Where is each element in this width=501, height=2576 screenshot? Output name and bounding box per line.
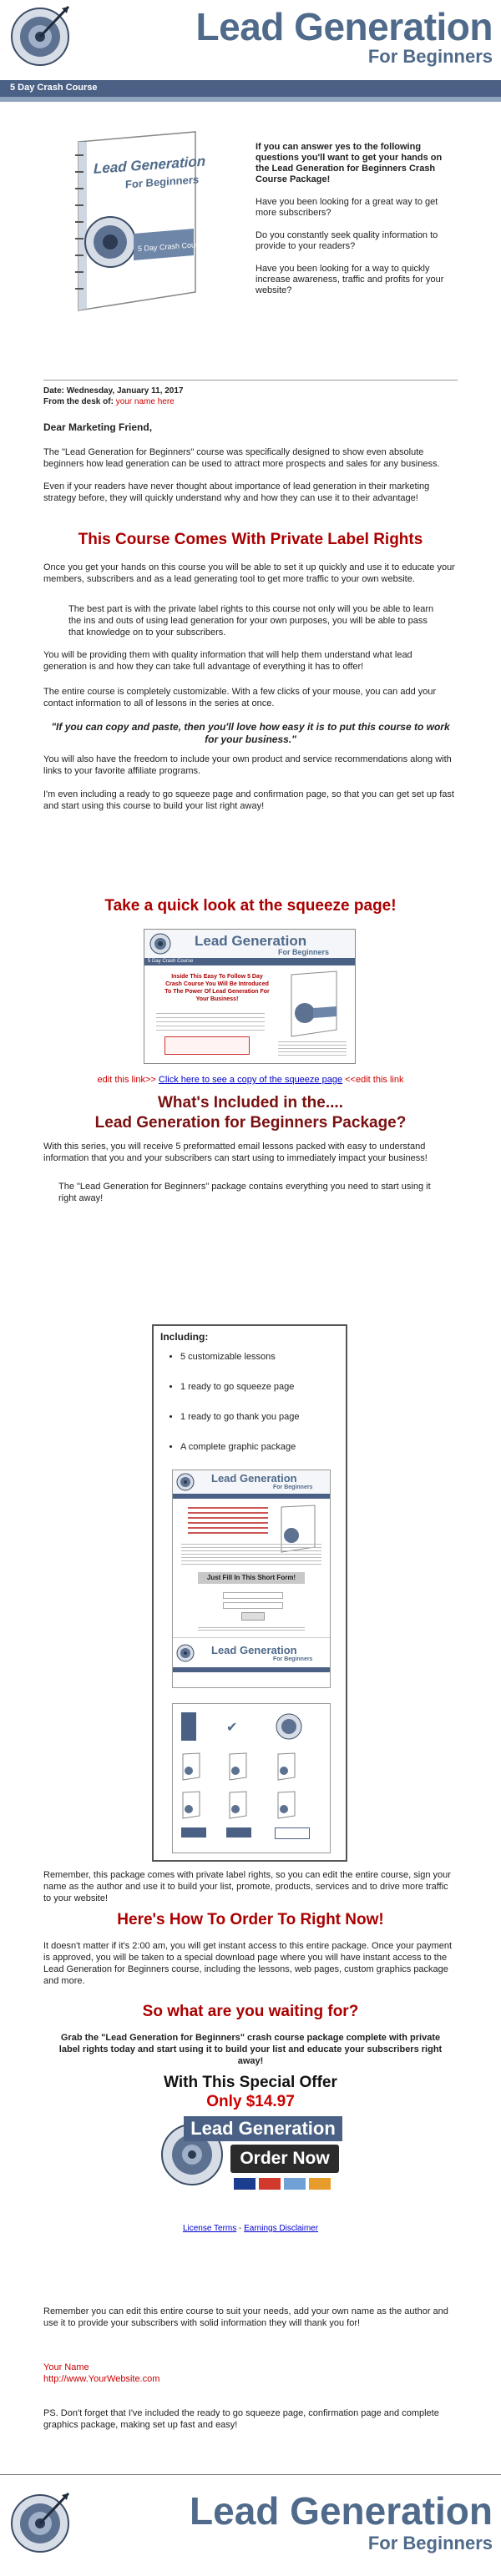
squeeze-heading: Take a quick look at the squeeze page!: [104, 897, 397, 915]
target-logo-icon: [7, 2488, 73, 2555]
ebook-mini-icon: [226, 1752, 250, 1781]
ebook-mini-icon: [275, 1752, 298, 1781]
divider: [43, 380, 458, 381]
ebook-mini-icon: [275, 1791, 298, 1819]
ebook-cover-subtitle: For Beginners: [125, 173, 200, 191]
license-terms-link[interactable]: License Terms: [182, 2224, 237, 2233]
thumbnail-caption-lines: [278, 1041, 347, 1056]
thumbnail-title: Lead Generation: [195, 933, 307, 949]
header-title: Lead Generation: [195, 5, 493, 48]
paragraph: Even if your readers have never thought about importance of lead generation in their marketing strategy before, they will quickly understand why and how they can use it to their advantage!: [43, 481, 430, 503]
graphics-package-thumbnail: [172, 1703, 331, 1853]
target-logo-icon: [176, 1644, 195, 1662]
intro-question: Have you been looking for a great way to get more subscribers?: [256, 197, 438, 218]
offer-price: Only $14.97: [206, 2093, 295, 2110]
package-item: • A complete graphic package: [180, 1441, 300, 1453]
thumbnail-title: Lead Generation: [211, 1472, 297, 1485]
date-line: Date: Wednesday, January 11, 2017: [43, 386, 184, 396]
letter-intro: [43, 446, 458, 515]
postscript: PS. Don't forget that I've included the ready to go squeeze page, confirmation page and complete graphics package, making set up fast and easy!: [43, 2408, 439, 2430]
earnings-disclaimer-link[interactable]: Earnings Disclaimer: [244, 2224, 319, 2233]
thumbnail-title: Lead Generation: [211, 1644, 297, 1656]
thumbnail-subtitle: For Beginners: [273, 1485, 313, 1490]
accent-strip: [0, 97, 501, 102]
thumbnail-ebook-icon: [285, 970, 343, 1038]
squeeze-page-thumbnail[interactable]: [144, 929, 356, 1064]
footer-divider: [0, 2474, 501, 2475]
thumbnail-text-lines: [156, 1013, 265, 1031]
order-button-label[interactable]: Order Now: [230, 2145, 339, 2173]
target-logo-icon: [275, 1712, 303, 1741]
order-now-button[interactable]: [159, 2113, 342, 2203]
footer-title: Lead Generation: [190, 2489, 493, 2533]
included-heading: [17, 1093, 484, 1133]
desk-name: your name here: [115, 397, 175, 406]
edit-marker: edit this link>>: [97, 1075, 156, 1085]
order-heading: Here's How To Order To Right Now!: [117, 1911, 384, 1928]
thumbnail-headline-lines: [188, 1507, 268, 1535]
edit-marker: <<edit this link: [345, 1075, 404, 1085]
thumbnail-cta: Just Fill In This Short Form!: [198, 1572, 305, 1584]
package-contents-box: [152, 1324, 347, 1862]
course-bar-label: 5 Day Crash Course: [10, 83, 98, 93]
pull-quote: "If you can copy and paste, then you'll love how easy it is to put this course to work for your business.": [51, 721, 450, 745]
thankyou-page-thumbnail: [172, 1469, 331, 1688]
thumbnail-headline: Inside This Easy To Follow 5 Day Crash Course You Will Be Introduced To The Power Of Lead Generation For Your Business!: [164, 974, 270, 1002]
offer-title: With This Special Offer: [164, 2074, 337, 2091]
link-separator: -: [236, 2224, 245, 2233]
greeting: Dear Marketing Friend,: [43, 421, 153, 433]
thumbnail-bar: 5 Day Crash Course: [144, 958, 355, 965]
check-icon: ✔: [226, 1721, 238, 1735]
thumbnail-text-lines: [181, 1544, 321, 1565]
target-logo-icon: [149, 933, 171, 955]
ebook-mini-icon: [226, 1791, 250, 1819]
course-bar: [0, 80, 501, 97]
indented-paragraph: The best part is with the private label rights to this course not only will you be able to learn the ins and outs of using lead generation for your own purposes, you will be able to pass that knowledge on to your subscribers.: [68, 604, 434, 638]
signature-name: Your Name: [43, 2362, 89, 2372]
package-items: [162, 1351, 300, 1471]
package-item: • 5 customizable lessons: [180, 1351, 300, 1363]
squeeze-link-line: [17, 1075, 484, 1085]
intro-question: Do you constantly seek quality information to provide to your readers?: [256, 230, 438, 251]
target-logo-icon: [176, 1473, 195, 1491]
grab-paragraph: Grab the "Lead Generation for Beginners" crash course package complete with private label rights today and start using it to build your list and educate your subscribers right away!: [58, 2033, 443, 2066]
paragraph: You will be providing them with quality information that will help them understand what lead generation is and how they can take full advantage of everything it has to offer!: [43, 650, 412, 672]
ebook-cover-spine: 5 Day Crash Course: [138, 239, 206, 254]
paragraph: Once you get your hands on this course you will be able to set it up quickly and use it to educate your members, subscribers and as a lead generating tool to get more traffic to your own website.: [43, 562, 455, 584]
header-subtitle: For Beginners: [367, 46, 493, 67]
policy-links: [17, 2224, 484, 2233]
intro-questions: [256, 142, 448, 308]
desk-label: From the desk of:: [43, 397, 114, 406]
payment-cards-icon: [234, 2178, 334, 2190]
included-heading-line2: Lead Generation for Beginners Package?: [94, 1114, 407, 1132]
paragraph: The "Lead Generation for Beginners" course was specifically designed to show even absolute beginners how lead generation can be used to attract more prospects and sales for any business.: [43, 447, 440, 469]
paragraph: I'm even including a ready to go squeeze page and confirmation page, so that you can get set up fast and start using this course to build your list right away!: [43, 789, 454, 811]
intro-question: Have you been looking for a way to quickly increase awareness, traffic and profits for your website?: [256, 264, 444, 295]
letter-meta: [43, 386, 184, 407]
paragraph: With this series, you will receive 5 preformatted email lessons packed with easy to understand information that you and your subscribers can start using to immediately impact your business!: [43, 1142, 428, 1163]
indented-paragraph: The "Lead Generation for Beginners" package contains everything you need to start using it right away!: [58, 1182, 431, 1203]
target-logo-icon: [7, 2, 73, 68]
including-label: Including:: [160, 1331, 209, 1343]
thumbnail-callout: [164, 1036, 250, 1055]
thumbnail-subtitle: For Beginners: [273, 1656, 313, 1662]
ebook-cover-title: Lead Generation: [94, 153, 206, 177]
ebook-mini-icon: [180, 1791, 203, 1819]
included-heading-line1: What's Included in the....: [158, 1094, 343, 1112]
footer-subtitle: For Beginners: [367, 2533, 493, 2553]
waiting-heading: So what are you waiting for?: [142, 2003, 359, 2020]
paragraph: You will also have the freedom to include your own product and service recommendations along with links to your favorite affiliate programs.: [43, 754, 452, 776]
intro-lead: If you can answer yes to the following questions you'll want to get your hands on the Lead Generation for Beginners Crash Course Package!: [256, 142, 443, 184]
signature-website: http://www.YourWebsite.com: [43, 2374, 160, 2384]
plr-heading: This Course Comes With Private Label Rights: [78, 531, 423, 548]
squeeze-page-link[interactable]: Click here to see a copy of the squeeze page: [158, 1075, 343, 1085]
paragraph: Remember you can edit this entire course to suit your needs, add your own name as the author and use it to provide your subscribers with solid information they will thank you for!: [43, 2306, 448, 2328]
paragraph: Remember, this package comes with private label rights, so you can edit the entire course, sign your name as the author and use it to build your list, promote, products, services and to drive more traffic to your website!: [43, 1870, 451, 1903]
paragraph: The entire course is completely customizable. With a few clicks of your mouse, you can add your contact information to all of lessons in the series at once.: [43, 687, 437, 708]
package-item: • 1 ready to go squeeze page: [180, 1381, 300, 1393]
package-item: • 1 ready to go thank you page: [180, 1411, 300, 1423]
thumbnail-subtitle: For Beginners: [278, 948, 330, 956]
order-button-title: Lead Generation: [184, 2116, 342, 2141]
paragraph: It doesn't matter if it's 2:00 am, you will get instant access to this entire package. Once your payment is approved, you will be taken to a special download page where you will have instant access to the Lead Generation for Beginners course, including the lessons, web pages, custom graphics package and more.: [43, 1941, 453, 1986]
ebook-mini-icon: [180, 1752, 203, 1781]
